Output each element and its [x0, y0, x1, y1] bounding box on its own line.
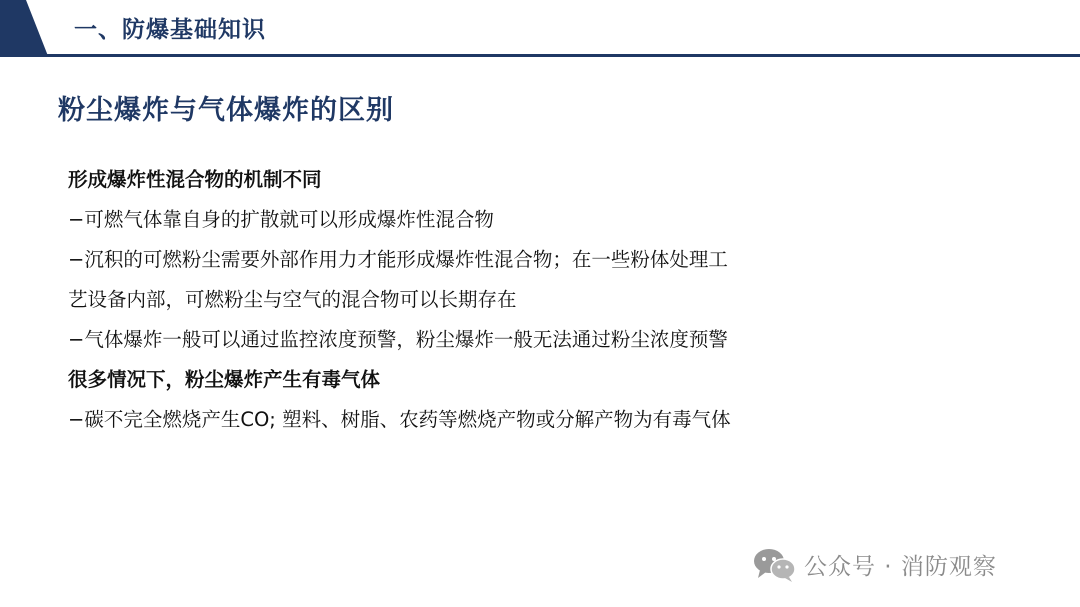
body-line: 艺设备内部，可燃粉尘与空气的混合物可以长期存在 [68, 288, 517, 311]
slide-title: 粉尘爆炸与气体爆炸的区别 [58, 95, 394, 126]
body-line: −碳不完全燃烧产生CO; 塑料、树脂、农药等燃烧产物或分解产物为有毒气体 [68, 408, 731, 431]
slide-body [68, 160, 868, 440]
body-line: −可燃气体靠自身的扩散就可以形成爆炸性混合物 [68, 208, 494, 231]
body-line: 很多情况下，粉尘爆炸产生有毒气体 [68, 368, 381, 391]
header-divider [0, 54, 1080, 57]
wechat-icon [752, 546, 796, 582]
watermark [752, 546, 997, 582]
body-line: 形成爆炸性混合物的机制不同 [68, 168, 322, 191]
body-line: −气体爆炸一般可以通过监控浓度预警，粉尘爆炸一般无法通过粉尘浓度预警 [68, 328, 728, 351]
corner-tab-decoration [0, 0, 48, 56]
watermark-text: 公众号 · 消防观察 [804, 553, 997, 580]
section-header-title: 一、防爆基础知识 [74, 17, 266, 43]
body-line: −沉积的可燃粉尘需要外部作用力才能形成爆炸性混合物；在一些粉体处理工 [68, 248, 728, 271]
